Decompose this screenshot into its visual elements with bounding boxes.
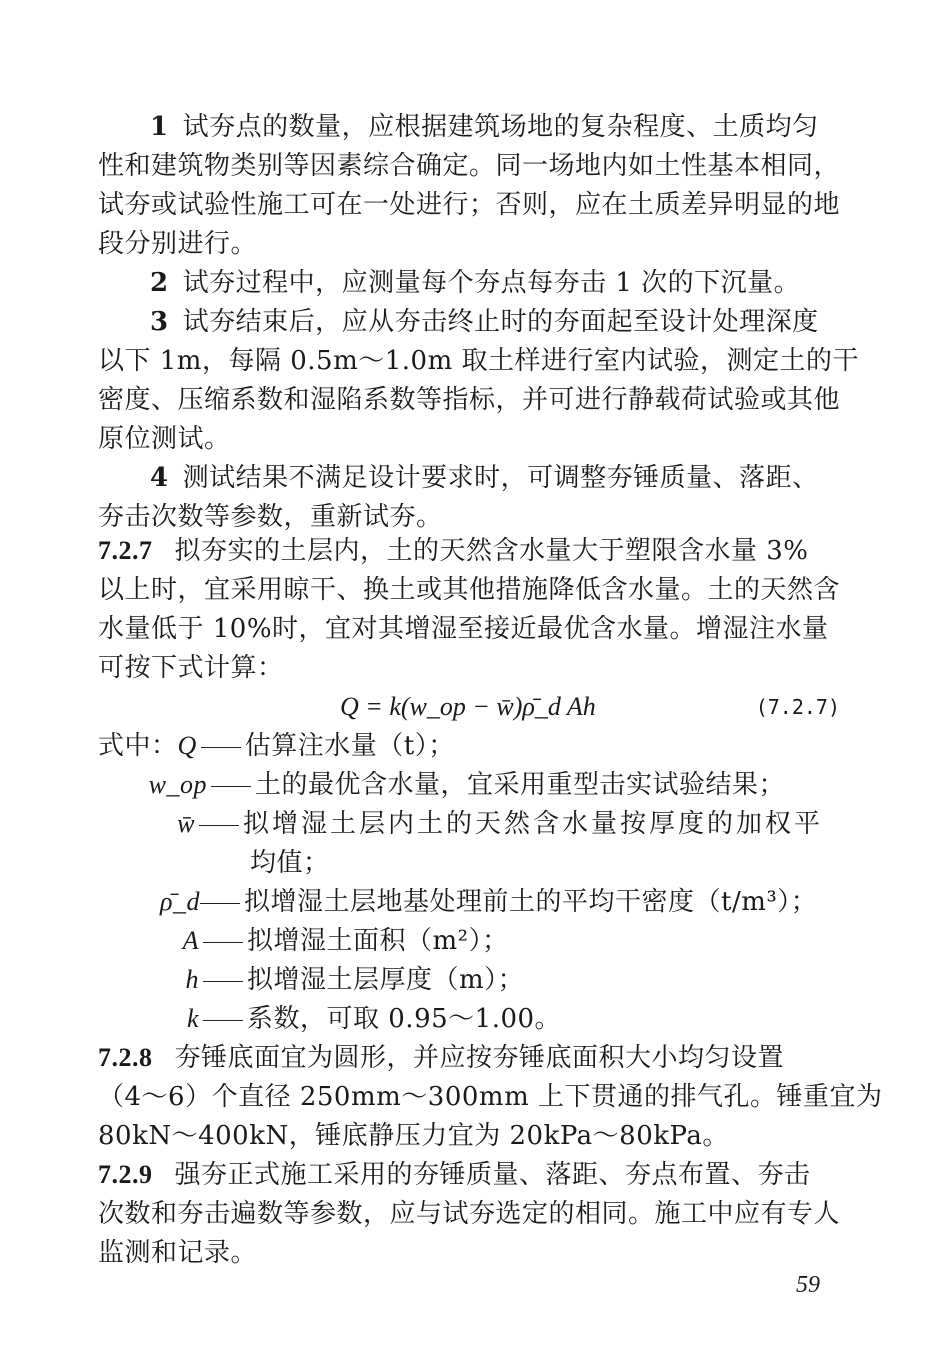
where-line-A: A 拟增湿土面积（m²）；	[175, 922, 917, 960]
clause-7-2-8-line-1: 7.2.8 夯锤底面宜为圆形，并应按夯锤底面积大小均匀设置	[98, 1043, 785, 1073]
clause-7-2-8-line-3: 80kN～400kN，锤底静压力宜为 20kPa～80kPa。	[98, 1121, 729, 1151]
clause-7-2-9-line-3: 监测和记录。	[98, 1238, 258, 1268]
item-3-line-3: 密度、压缩系数和湿陷系数等指标，并可进行静载荷试验或其他	[98, 385, 841, 415]
formula-expression: Q = k(w_op − w̄)ρ̄_d Ah	[340, 692, 596, 721]
clause-7-2-7-line-4: 可按下式计算：	[98, 653, 284, 683]
symbol-wbar: w̄	[177, 809, 195, 838]
clause-7-2-8-number: 7.2.8	[98, 1043, 153, 1072]
item-3-line-1: 3 试夯结束后，应从夯击终止时的夯面起至设计处理深度	[150, 307, 819, 337]
item-1-line-4: 段分别进行。	[98, 229, 258, 259]
where-line-h: h 拟增湿土层厚度（m）；	[183, 961, 925, 999]
where-line-Q: 式中：Q 估算注水量（t）；	[98, 727, 840, 765]
clause-7-2-7-number: 7.2.7	[98, 536, 153, 565]
clause-7-2-7-line-3: 水量低于 10%时，宜对其增湿至接近最优含水量。增湿注水量	[98, 614, 829, 644]
item-4-line-1: 4 测试结果不满足设计要求时，可调整夯锤质量、落距、	[150, 463, 819, 493]
clause-7-2-8-line-2: （4～6）个直径 250mm～300mm 上下贯通的排气孔。锤重宜为	[98, 1082, 883, 1112]
symbol-h: h	[185, 965, 199, 994]
item-4-number: 4	[150, 463, 169, 493]
where-line-rhod: ρ̄_d 拟增湿土层地基处理前土的平均干密度（t/m³）；	[160, 883, 902, 921]
where-line-k: k 系数，可取 0.95～1.00。	[183, 1000, 925, 1038]
item-3-line-4: 原位测试。	[98, 424, 231, 454]
item-3-number: 3	[150, 307, 169, 337]
where-prefix: 式中：	[98, 731, 178, 761]
symbol-k: k	[186, 1004, 199, 1033]
clause-7-2-7-line-2: 以上时，宜采用晾干、换土或其他措施降低含水量。土的天然含	[98, 575, 841, 605]
clause-7-2-7-line-1: 7.2.7 拟夯实的土层内，土的天然含水量大于塑限含水量 3%	[98, 536, 809, 566]
formula-7-2-7	[340, 688, 840, 726]
item-1-line-2: 性和建筑物类别等因素综合确定。同一场地内如土性基本相同，	[98, 151, 841, 181]
symbol-Q: Q	[177, 731, 197, 760]
item-1-line-1: 1 试夯点的数量，应根据建筑场地的复杂程度、土质均匀	[150, 112, 819, 142]
page-number: 59	[796, 1272, 820, 1298]
formula-number: (7.2.7)	[755, 695, 840, 719]
item-4-line-2: 夯击次数等参数，重新试夯。	[98, 502, 443, 532]
item-1-line-3: 试夯或试验性施工可在一处进行；否则，应在土质差异明显的地	[98, 190, 841, 220]
symbol-rhod: ρ̄_d	[160, 887, 200, 916]
item-3-line-2: 以下 1m，每隔 0.5m～1.0m 取土样进行室内试验，测定土的干	[98, 346, 859, 376]
clause-7-2-9-line-1: 7.2.9 强夯正式施工采用的夯锤质量、落距、夯点布置、夯击	[98, 1160, 811, 1190]
where-line-wbar-cont: 均值；	[250, 848, 330, 878]
where-line-wbar: w̄ 拟增湿土层内土的天然含水量按厚度的加权平	[165, 805, 840, 843]
item-2-number: 2	[150, 268, 169, 298]
where-line-wop: w_op 土的最优含水量，宜采用重型击实试验结果；	[145, 766, 887, 804]
item-2-line-1: 2 试夯过程中，应测量每个夯点每夯击 1 次的下沉量。	[150, 268, 801, 298]
clause-7-2-9-number: 7.2.9	[98, 1160, 153, 1189]
symbol-A: A	[182, 926, 199, 955]
item-1-number: 1	[150, 112, 169, 142]
symbol-wop: w_op	[148, 770, 207, 799]
clause-7-2-9-line-2: 次数和夯击遍数等参数，应与试夯选定的相同。施工中应有专人	[98, 1199, 841, 1229]
